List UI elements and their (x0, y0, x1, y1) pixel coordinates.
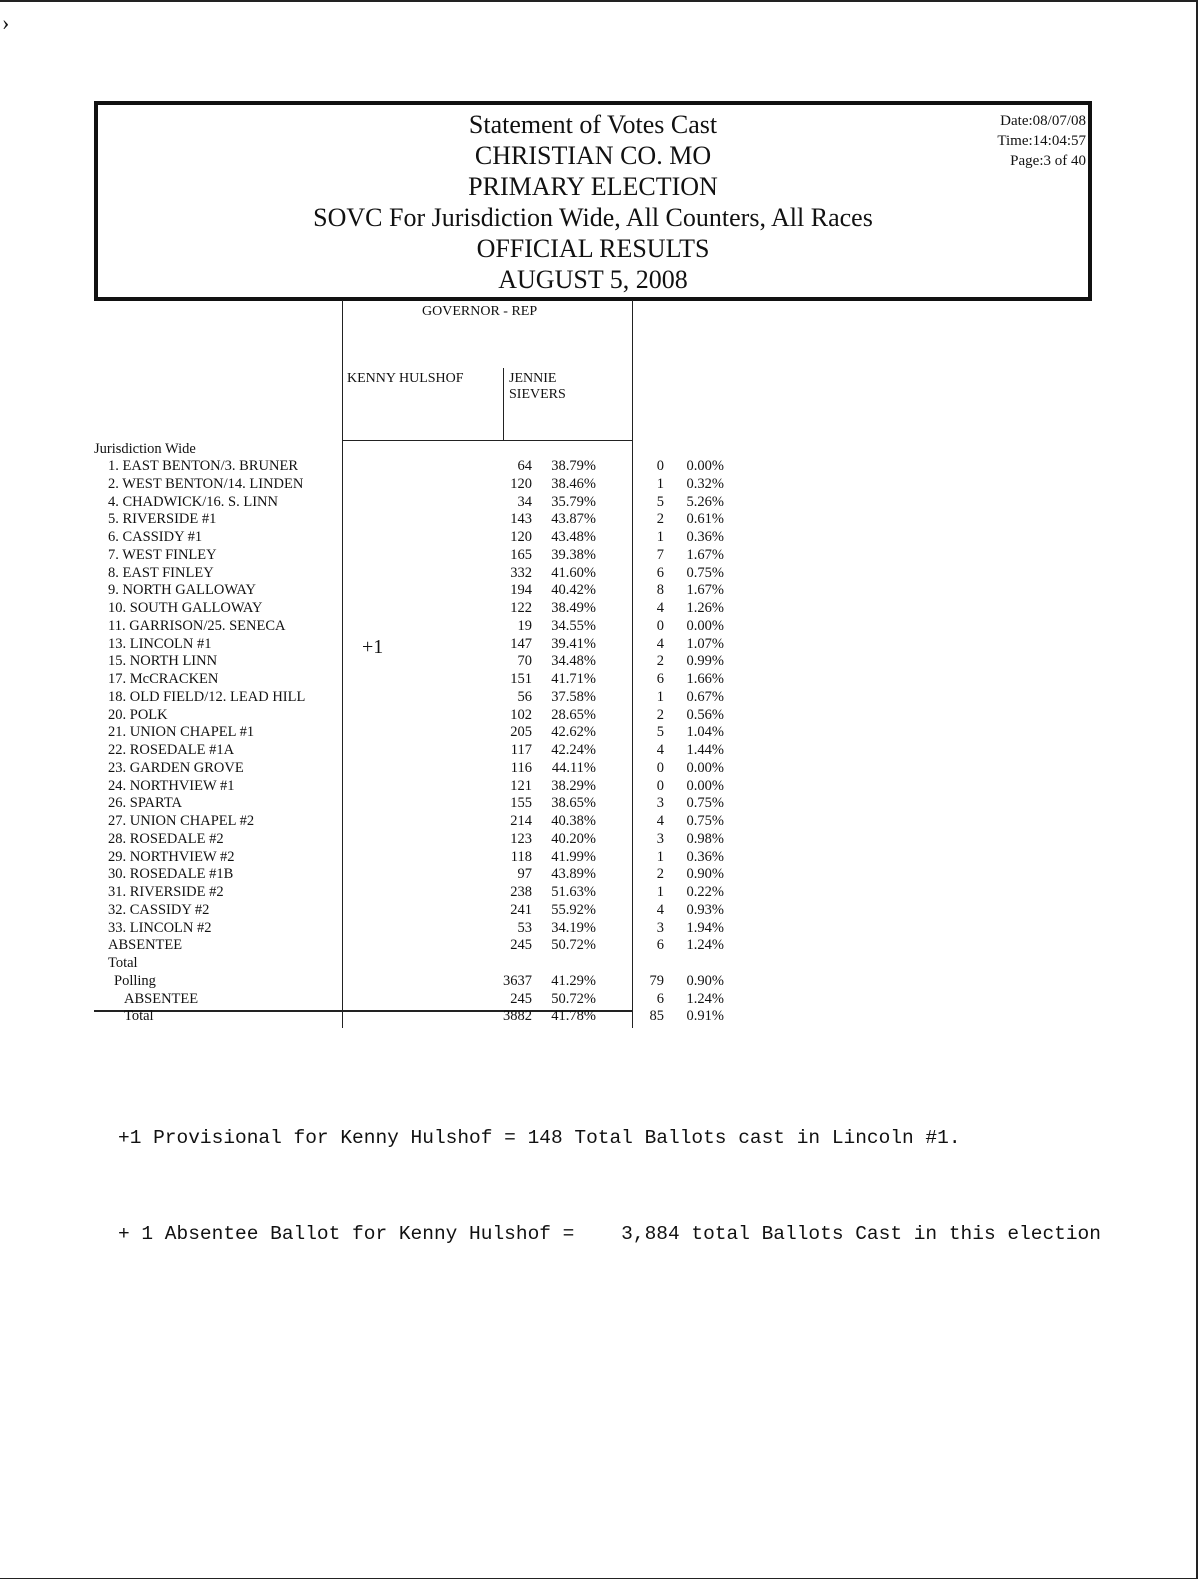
sievers-votes: 0 (656, 617, 664, 634)
hulshof-percent: 39.38% (551, 546, 596, 563)
handwritten-annotation: +1 (362, 636, 384, 658)
sievers-percent: 1.26% (686, 600, 724, 616)
hulshof-percent: 43.87% (551, 511, 596, 528)
sievers-percent: 0.61% (686, 511, 724, 528)
precinct-name: 9. NORTH GALLOWAY (108, 582, 257, 599)
hulshof-percent: 43.89% (551, 866, 596, 883)
sievers-percent: 0.00% (686, 458, 724, 474)
hulshof-percent: 43.48% (551, 529, 596, 545)
precinct-name: 2. WEST BENTON/14. LINDEN (108, 475, 304, 492)
sievers-percent: 1.67% (686, 546, 724, 563)
hulshof-votes: 122 (510, 600, 532, 616)
sievers-percent: 0.99% (686, 653, 724, 670)
hulshof-votes: 332 (510, 564, 532, 581)
precinct-name: 20. POLK (108, 706, 168, 723)
sievers-votes: 0 (656, 458, 664, 474)
status-line: OFFICIAL RESULTS (476, 234, 710, 263)
sievers-votes: 0 (656, 759, 664, 776)
hulshof-percent: 41.71% (551, 671, 596, 687)
precinct-name: 28. ROSEDALE #2 (108, 830, 224, 847)
scope-line: SOVC For Jurisdiction Wide, All Counters, All Races (313, 203, 873, 232)
sievers-percent: 1.04% (686, 724, 724, 741)
hulshof-percent: 42.62% (551, 724, 596, 741)
hulshof-percent: 42.24% (551, 742, 596, 758)
sievers-votes: 4 (656, 600, 664, 616)
precinct-name: 11. GARRISON/25. SENECA (108, 617, 286, 634)
report-date: Date:08/07/08 (1000, 113, 1086, 129)
sievers-percent: 0.75% (686, 795, 724, 812)
hulshof-votes: 120 (510, 529, 532, 545)
precinct-name: 7. WEST FINLEY (108, 546, 217, 563)
sievers-votes: 1 (656, 475, 664, 492)
precinct-name: 22. ROSEDALE #1A (108, 742, 235, 758)
hulshof-votes: 194 (510, 582, 532, 599)
precinct-name: 21. UNION CHAPEL #1 (108, 724, 255, 741)
hulshof-percent: 35.79% (551, 493, 596, 510)
hulshof-votes: 205 (510, 724, 532, 741)
sievers-percent: 0.75% (686, 564, 724, 581)
hulshof-votes: 214 (510, 813, 532, 829)
precinct-name: 23. GARDEN GROVE (108, 759, 244, 776)
candidate-divider (503, 368, 504, 440)
sievers-percent: 0.56% (686, 706, 724, 723)
hulshof-votes: 102 (510, 706, 532, 723)
sievers-percent: 1.44% (686, 742, 724, 758)
sievers-votes: 2 (656, 653, 664, 670)
hulshof-percent: 40.38% (551, 813, 596, 829)
candidate-jennie-sievers-line1: JENNIE (509, 371, 557, 386)
sievers-votes: 4 (656, 813, 664, 829)
hulshof-votes: 151 (510, 671, 532, 687)
sievers-percent: 1.66% (686, 671, 724, 687)
candidate-kenny-hulshof: KENNY HULSHOF (347, 371, 464, 386)
precinct-name: 33. LINCOLN #2 (108, 919, 212, 936)
report-meta (997, 111, 1086, 171)
hulshof-percent: 34.48% (551, 653, 596, 670)
sievers-votes: 2 (656, 511, 664, 528)
precinct-name: 1. EAST BENTON/3. BRUNER (108, 458, 298, 474)
hulshof-votes: 241 (510, 901, 532, 918)
precinct-name: 6. CASSIDY #1 (108, 529, 203, 545)
hulshof-votes: 123 (510, 830, 532, 847)
hulshof-percent: 34.55% (551, 617, 596, 634)
hulshof-percent: 41.60% (551, 564, 596, 581)
hulshof-votes: 165 (510, 546, 532, 563)
sievers-percent: 0.36% (686, 529, 724, 545)
sievers-percent: 5.26% (686, 493, 724, 510)
sievers-votes: 0 (656, 777, 664, 794)
sievers-percent: 0.75% (686, 813, 724, 829)
hulshof-votes: 116 (510, 759, 532, 776)
precinct-name: 17. McCRACKEN (108, 671, 219, 687)
hulshof-percent: 39.41% (551, 635, 596, 652)
hulshof-votes: 143 (510, 511, 532, 528)
sievers-votes: 1 (656, 688, 664, 705)
hulshof-percent: 41.99% (551, 848, 596, 865)
hulshof-votes: 118 (510, 848, 532, 865)
hulshof-votes: 117 (510, 742, 532, 758)
sievers-percent: 0.32% (686, 475, 724, 492)
precinct-name: 15. NORTH LINN (108, 653, 218, 670)
precinct-name: 26. SPARTA (108, 795, 182, 812)
precinct-name: 27. UNION CHAPEL #2 (108, 813, 255, 829)
precinct-name: 5. RIVERSIDE #1 (108, 511, 217, 528)
precinct-name: 8. EAST FINLEY (108, 564, 214, 581)
hulshof-percent: 38.49% (551, 600, 596, 616)
hulshof-votes: 53 (517, 919, 532, 936)
header-rule (342, 440, 632, 441)
hulshof-percent: 44.11% (551, 759, 596, 776)
hulshof-votes: 97 (517, 866, 532, 883)
sievers-percent: 0.67% (686, 688, 724, 705)
hulshof-percent: 37.58% (551, 688, 596, 705)
sievers-percent: 0.00% (686, 759, 724, 776)
hulshof-votes: 155 (510, 795, 532, 812)
sievers-percent: 0.93% (686, 901, 724, 918)
sievers-votes: 1 (656, 884, 664, 900)
sievers-votes: 5 (656, 493, 664, 510)
precinct-name: 31. RIVERSIDE #2 (108, 884, 224, 900)
sievers-percent: 0.98% (686, 830, 724, 847)
sievers-votes: 8 (656, 582, 664, 599)
hulshof-percent: 38.29% (551, 777, 596, 794)
typed-notes (118, 1058, 1101, 1282)
race-title: GOVERNOR - REP (422, 304, 538, 319)
sievers-votes: 4 (656, 901, 664, 918)
sievers-votes: 6 (656, 671, 664, 687)
hulshof-percent: 28.65% (551, 706, 596, 723)
sievers-votes: 2 (656, 706, 664, 723)
sievers-votes: 2 (656, 866, 664, 883)
hulshof-votes: 120 (510, 475, 532, 492)
sievers-percent: 0.22% (686, 884, 724, 900)
election-line: PRIMARY ELECTION (468, 172, 718, 201)
hulshof-votes: 56 (517, 688, 532, 705)
hulshof-votes: 121 (510, 777, 532, 794)
date-line: AUGUST 5, 2008 (498, 265, 688, 294)
absentee-note: + 1 Absentee Ballot for Kenny Hulshof = 3,884 total Ballots Cast in this election (118, 1223, 1101, 1245)
provisional-note: +1 Provisional for Kenny Hulshof = 148 Total Ballots cast in Lincoln #1. (118, 1127, 961, 1149)
report-page: Page:3 of 40 (1010, 153, 1086, 169)
sievers-percent: 1.67% (686, 582, 724, 599)
hulshof-votes: 147 (510, 635, 532, 652)
hulshof-votes: 34 (517, 493, 532, 510)
precinct-name: 24. NORTHVIEW #1 (108, 777, 235, 794)
scan-mark: › (2, 10, 10, 35)
hulshof-votes: 70 (517, 653, 532, 670)
sievers-votes: 6 (656, 937, 664, 954)
sievers-votes: 4 (656, 742, 664, 758)
precinct-name: 30. ROSEDALE #1B (108, 866, 234, 883)
report-time: Time:14:04:57 (997, 133, 1086, 149)
sievers-votes: 4 (656, 635, 664, 652)
hulshof-votes: 238 (510, 884, 532, 900)
hulshof-percent: 55.92% (551, 901, 596, 918)
sievers-votes: 3 (656, 919, 664, 936)
candidate-jennie-sievers-line2: SIEVERS (509, 387, 566, 402)
sievers-votes: 3 (656, 830, 664, 847)
hulshof-percent: 38.46% (551, 475, 596, 492)
precinct-name: ABSENTEE (108, 937, 183, 954)
sievers-votes: 6 (656, 564, 664, 581)
sievers-percent: 1.24% (686, 937, 724, 954)
hulshof-percent: 38.65% (551, 795, 596, 812)
hulshof-percent: 51.63% (551, 884, 596, 900)
sievers-votes: 1 (656, 529, 664, 545)
precinct-name: 32. CASSIDY #2 (108, 901, 210, 918)
sievers-percent: 0.00% (686, 617, 724, 634)
precinct-name: 10. SOUTH GALLOWAY (108, 600, 263, 616)
hulshof-percent: 40.42% (551, 582, 596, 599)
precinct-name: 29. NORTHVIEW #2 (108, 848, 235, 865)
sievers-percent: 0.90% (686, 866, 724, 883)
precinct-name: 4. CHADWICK/16. S. LINN (108, 493, 278, 510)
sievers-percent: 0.36% (686, 848, 724, 865)
table-divider-left (342, 300, 343, 1028)
title-line: Statement of Votes Cast (468, 110, 718, 139)
sievers-votes: 3 (656, 795, 664, 812)
hulshof-percent: 50.72% (551, 937, 596, 954)
hulshof-percent: 38.79% (551, 458, 596, 474)
report-header (94, 101, 1092, 301)
county-line: CHRISTIAN CO. MO (474, 141, 712, 170)
sievers-percent: 1.07% (686, 635, 724, 652)
sievers-votes: 7 (656, 546, 664, 563)
sievers-votes: 1 (656, 848, 664, 865)
report-title-block (98, 109, 1088, 295)
precinct-name: 18. OLD FIELD/12. LEAD HILL (108, 688, 306, 705)
sievers-percent: 1.94% (686, 919, 724, 936)
hulshof-percent: 34.19% (551, 919, 596, 936)
hulshof-votes: 64 (517, 458, 532, 474)
hulshof-votes: 245 (510, 937, 532, 954)
sievers-percent: 0.00% (686, 777, 724, 794)
hulshof-votes: 19 (517, 617, 532, 634)
sievers-votes: 5 (656, 724, 664, 741)
precinct-name: 13. LINCOLN #1 (108, 635, 212, 652)
hulshof-percent: 40.20% (551, 830, 596, 847)
